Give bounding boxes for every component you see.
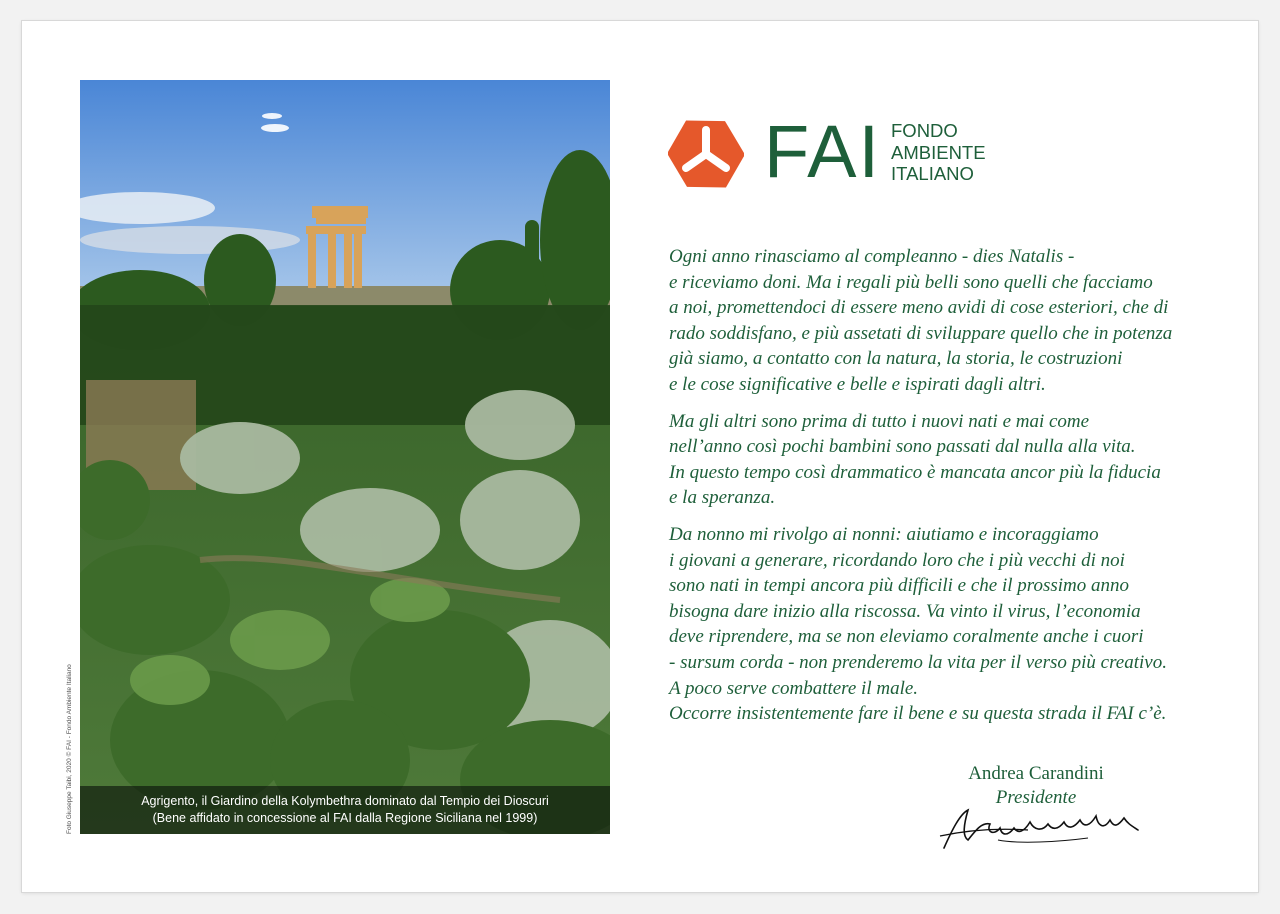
letter-line: già siamo, a contatto con la natura, la storia, le costruzioni — [669, 348, 1123, 370]
letter-line: e riceviamo doni. Ma i regali più belli sono quelli che facciamo — [669, 271, 1153, 293]
letter-line: e la speranza. — [669, 487, 776, 509]
logo-name-line: AMBIENTE — [891, 141, 986, 163]
photo-credit: Foto Giuseppe Taibi, 2020 © FAI - Fondo Ambiente Italiano — [66, 664, 73, 834]
letter-line: a noi, promettendoci di essere meno avidi di cose esteriori, che di — [669, 297, 1169, 319]
garden-photo — [80, 80, 610, 834]
letter-line: Ogni anno rinasciamo al compleanno - dies Natalis - — [669, 246, 1075, 267]
fai-logo — [668, 112, 1008, 194]
letter-line: Ma gli altri sono prima di tutto i nuovi nati e mai come — [669, 410, 1090, 432]
logo-name-line: FONDO — [891, 120, 958, 141]
letter-line: bisogna dare inizio alla riscossa. Va vinto il virus, l’economia — [669, 600, 1141, 622]
letter-line: nell’anno così pochi bambini sono passati dal nulla alla vita. — [669, 436, 1136, 458]
logo-name-line: ITALIANO — [891, 163, 974, 184]
caption-line: Agrigento, il Giardino della Kolymbethra dominato dal Tempio dei Dioscuri — [141, 794, 549, 808]
letter-line: i giovani a generare, ricordando loro che i più vecchi di noi — [669, 549, 1125, 571]
letter-line: A poco serve combattere il male. — [669, 677, 919, 699]
logo-acronym: FAI — [764, 110, 882, 193]
photo-illustration — [80, 80, 610, 834]
letter-line: e le cose significative e belle e ispirati dagli altri. — [669, 373, 1046, 395]
letter-paragraph — [669, 244, 1229, 398]
signer-role: Presidente — [995, 787, 1077, 808]
logo-name — [891, 120, 986, 185]
signer-name: Andrea Carandini — [968, 763, 1104, 784]
letter-line: Occorre insistentemente fare il bene e su questa strada il FAI c’è. — [669, 703, 1167, 725]
handwritten-signature — [938, 800, 1148, 856]
letter-line: rado soddisfano, e più assetati di sviluppare quello che in potenza — [669, 322, 1173, 344]
letter-line: Da nonno mi rivolgo ai nonni: aiutiamo e incoraggiamo — [669, 523, 1099, 545]
letter-line: deve riprendere, ma se non eleviamo coralmente anche i cuori — [669, 626, 1144, 648]
photo-caption — [80, 786, 610, 834]
letter-line: - sursum corda - non prenderemo la vita per il verso più creativo. — [669, 651, 1167, 673]
letter-line: In questo tempo così drammatico è mancata ancor più la fiducia — [669, 461, 1161, 483]
letter-body — [669, 244, 1229, 738]
caption-line: (Bene affidato in concessione al FAI dalla Regione Siciliana nel 1999) — [152, 811, 538, 825]
letter-paragraph — [669, 409, 1229, 511]
fai-logo-icon — [668, 114, 744, 194]
letter-line: sono nati in tempi ancora più difficili e che il prossimo anno — [669, 575, 1130, 597]
letter-paragraph — [669, 522, 1229, 727]
